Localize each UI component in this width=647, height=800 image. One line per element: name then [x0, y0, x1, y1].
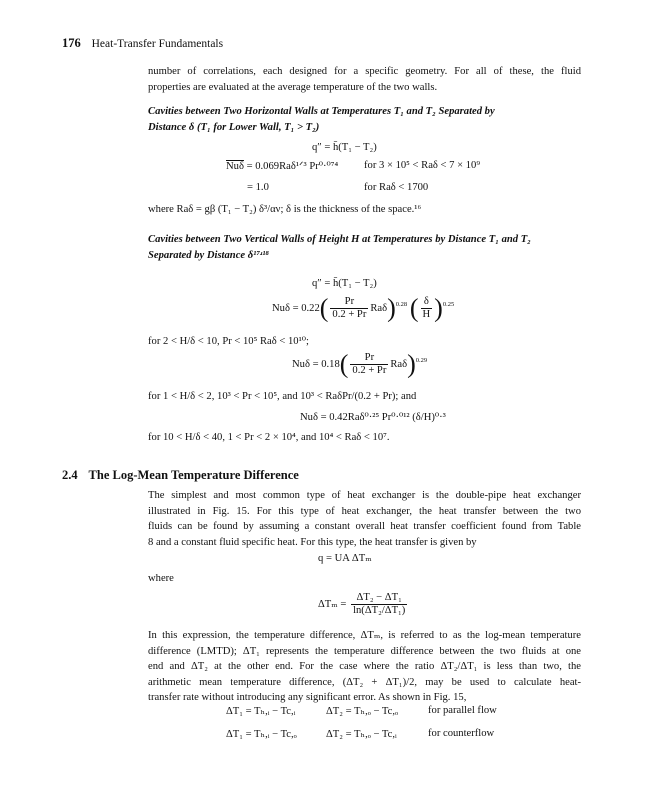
exponent: 0.25 [442, 300, 455, 308]
prandtl-fraction: $\frac{Pr}{0.2 + Pr}$ [332, 296, 367, 320]
section-heading [62, 468, 299, 483]
text-line: fluids can be found by assuming a constant overall heat transfer coefficient found from Table [148, 521, 581, 532]
text-line: transfer rate without introducing any significant error. As shown in Fig. 15, [148, 692, 467, 703]
prandtl-fraction: $\frac{Pr}{0.2 + Pr}$ [352, 352, 387, 376]
lmtd-equation [318, 592, 409, 617]
lmtd-lhs: ΔTₘ = [318, 598, 347, 610]
nusselt-lhs: Nuδ = 0.22 [272, 302, 320, 314]
vertical-nusselt-equation-c: Nuδ = 0.42Raδ⁰·²⁵ Pr⁰·⁰¹² (δ/H)⁰·³ [300, 412, 446, 423]
parallel-label: for parallel flow [428, 705, 497, 716]
horizontal-nusselt-low-condition: for Raδ < 1700 [364, 182, 429, 193]
where-label: where [148, 573, 174, 584]
condition-b: for 1 < H/δ < 2, 10³ < Pr < 10⁵, and 10³ < RaδPr/(0.2 + Pr); and [148, 391, 417, 402]
horizontal-nusselt-low: = 1.0 [247, 182, 269, 193]
rayleigh-term: Raδ [370, 302, 388, 314]
condition-a: for 2 < H/δ < 10, Pr < 10⁵ Raδ < 10¹⁰; [148, 336, 309, 347]
exponent: 0.29 [415, 356, 428, 364]
rayleigh-definition: where Raδ = gβ (T₁ − T₂) δ³/αν; δ is the thickness of the space.¹⁶ [148, 204, 422, 215]
lmtd-fraction: $\frac{\text{ΔT₂ − ΔT₁}}{\text{ln(ΔT₂/ΔT₁)}}$ [353, 592, 406, 616]
counter-dt2: ΔT₂ = Tₕ,ₒ − Tc,ᵢ [326, 729, 397, 740]
vertical-nusselt-equation-b: Nuδ = 0.18( $\frac{Pr}{0.2 + Pr}$ Raδ)$^{0.29}$ [292, 349, 428, 379]
condition-c: for 10 < H/δ < 40, 1 < Pr < 2 × 10⁴, and 10⁴ < Raδ < 10⁷. [148, 432, 390, 443]
heading-line: Cavities between Two Horizontal Walls at Temperatures T₁ and T₂ Separated by [148, 106, 495, 117]
heading-line: Cavities between Two Vertical Walls of Height H at Temperatures by Distance T₁ and T₂ [148, 234, 531, 245]
text-line: number of correlations, each designed for a specific geometry. For all of these, the fluid [148, 66, 581, 77]
text-line: The simplest and most common type of heat exchanger is the double-pipe heat exchanger [148, 490, 581, 501]
section-paragraph-1 [148, 488, 581, 550]
nusselt-expression: = 0.069Raδ¹ᐟ³ Pr⁰·⁰⁷⁴ [246, 161, 339, 172]
running-head [62, 36, 223, 51]
rayleigh-term: Raδ [390, 358, 408, 370]
horizontal-cavity-heading [148, 104, 581, 135]
section-paragraph-2 [148, 628, 581, 706]
heat-transfer-equation: q = UA ΔTₘ [318, 553, 372, 564]
nusselt-symbol: $\overline{Nu\delta}$ [226, 161, 244, 172]
intro-paragraph [148, 64, 581, 95]
counter-dt1: ΔT₁ = Tₕ,ᵢ − Tc,ₒ [226, 729, 297, 740]
page-number: 176 [62, 36, 81, 50]
text-line: In this expression, the temperature difference, ΔTₘ, is referred to as the log-mean temperature [148, 630, 581, 641]
nusselt-lhs: Nuδ = 0.18 [292, 358, 340, 370]
text-line: properties are evaluated at the average temperature of the two walls. [148, 81, 438, 93]
text-line: illustrated in Fig. 15. For this type of heat exchanger, the heat transfer between the two [148, 505, 581, 517]
text-line: 8 and a constant fluid specific heat. For this type, the heat transfer is given by [148, 536, 477, 548]
section-number: 2.4 [62, 468, 78, 482]
parallel-dt1: ΔT₁ = Tₕ,ᵢ − Tc,ᵢ [226, 706, 296, 717]
heading-line: Distance δ (T₁ for Lower Wall, T₁ > T₂) [148, 121, 320, 133]
horizontal-nusselt-equation [226, 160, 338, 172]
section-title: The Log-Mean Temperature Difference [88, 468, 299, 482]
vertical-flux-equation: q″ = h̄(T₁ − T₂) [312, 278, 377, 289]
text-line: difference (LMTD); ΔT₁ represents the temperature difference between the two fluids at one [148, 645, 581, 657]
vertical-cavity-heading [148, 232, 581, 263]
horizontal-nusselt-condition: for 3 × 10⁵ < Raδ < 7 × 10⁹ [364, 160, 481, 171]
text-line: arithmetic mean temperature difference, (ΔT₂ + ΔT₁)/2, may be used to calculate heat- [148, 676, 581, 688]
counter-label: for counterflow [428, 728, 495, 739]
parallel-dt2: ΔT₂ = Tₕ,ₒ − Tc,ₒ [326, 706, 399, 717]
heading-line: Separated by Distance δ¹⁷ʴ¹⁸ [148, 249, 270, 261]
running-title: Heat-Transfer Fundamentals [91, 38, 224, 50]
text-line: end and ΔT₂ at the other end. For the case where the ratio ΔT₂/ΔT₁ is less than two, the [148, 661, 581, 672]
exponent: 0.28 [395, 300, 408, 308]
aspect-fraction: $\frac{\delta}{H}$ [422, 296, 431, 320]
vertical-nusselt-equation-a: Nuδ = 0.22( $\frac{Pr}{0.2 + Pr}$ Raδ)$^{0.28}$ ( $\frac{\delta}{H}$ )$^{0.25}$ [272, 293, 455, 323]
horizontal-flux-equation: q″ = h̄(T₁ − T₂) [312, 142, 377, 153]
